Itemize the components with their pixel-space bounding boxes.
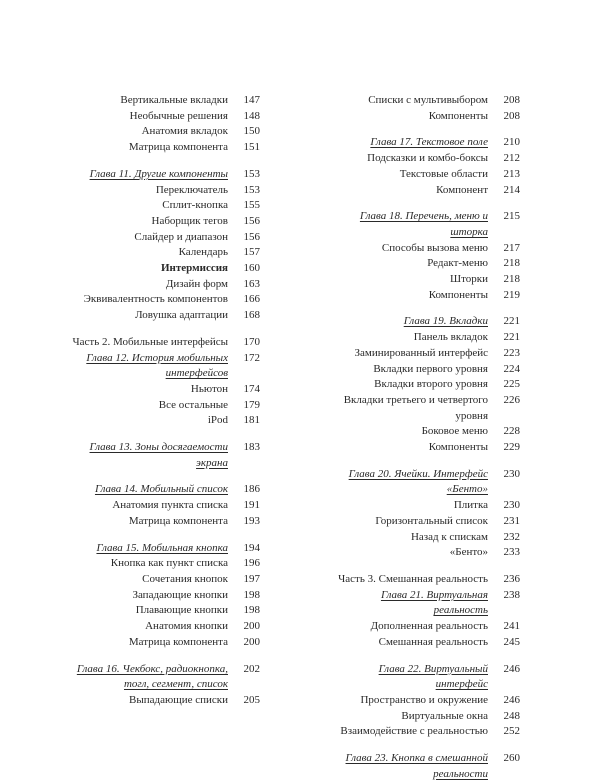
toc-entry-section[interactable] (70, 109, 260, 125)
toc-entry-page-number: 252 (503, 725, 520, 738)
toc-entry-page-number: 214 (503, 183, 520, 196)
toc-entry-title: Глава 18. Перечень, меню и шторка (359, 210, 488, 238)
toc-entry-page-number: 194 (243, 541, 260, 554)
toc-entry-page-number: 196 (243, 557, 260, 570)
toc-entry-title: Панель вкладок (413, 331, 488, 344)
toc-entry-page-number: 153 (243, 167, 260, 180)
toc-entry-title: Заминированный интерфейс (354, 346, 488, 359)
toc-entry-page-number: 246 (503, 662, 520, 675)
toc-entry-title: «Бенто» (449, 546, 488, 559)
toc-entry-page-number: 151 (243, 141, 260, 154)
toc-entry-section[interactable] (330, 709, 520, 725)
toc-entry-chapter[interactable] (330, 467, 520, 498)
toc-entry-section[interactable] (330, 393, 520, 424)
toc-entry-page-number: 226 (503, 393, 520, 406)
toc-entry-page-number: 200 (243, 620, 260, 633)
toc-entry-chapter[interactable] (70, 541, 260, 557)
toc-entry-page-number: 153 (243, 183, 260, 196)
toc-entry-section[interactable] (330, 151, 520, 167)
toc-entry-title: Необычные решения (129, 109, 228, 122)
toc-entry-page-number: 246 (503, 693, 520, 706)
toc-gap (70, 471, 260, 482)
toc-entry-chapter[interactable] (70, 482, 260, 498)
toc-entry-section[interactable] (330, 530, 520, 546)
toc-entry-page-number: 166 (243, 293, 260, 306)
toc-entry-title: Глава 22. Виртуальный интерфейс (378, 662, 488, 691)
toc-entry-chapter[interactable] (70, 662, 260, 693)
toc-entry-page-number: 205 (243, 693, 260, 706)
toc-entry-section[interactable] (330, 635, 520, 651)
toc-entry-section[interactable] (330, 241, 520, 257)
toc-entry-title: Глава 14. Мобильный список (94, 483, 228, 496)
toc-entry-title: Вкладки третьего и четвертого уровня (343, 393, 488, 422)
toc-gap (330, 740, 520, 751)
toc-entry-page-number: 230 (503, 499, 520, 512)
toc-entry-title: Все остальные (158, 398, 228, 411)
toc-entry-chapter[interactable] (330, 209, 520, 240)
toc-entry-title: Пространство и окружение (360, 693, 488, 706)
toc-entry-title: Глава 21. Виртуальная реальность (380, 588, 488, 617)
toc-entry-section[interactable] (330, 288, 520, 304)
toc-entry-title: Выпадающие списки (129, 693, 228, 706)
toc-entry-page-number: 147 (243, 94, 260, 106)
toc-entry-page-number: 156 (243, 230, 260, 243)
toc-entry-page-number: 186 (243, 483, 260, 496)
toc-entry-page-number: 230 (503, 467, 520, 480)
toc-entry-page-number: 260 (503, 752, 520, 765)
toc-entry-page-number: 148 (243, 109, 260, 122)
toc-entry-title: Ловушка адаптации (135, 309, 228, 322)
toc-entry-title: Матрица компонента (128, 141, 228, 154)
toc-entry-page-number: 208 (503, 109, 520, 122)
toc-entry-title: Ньютон (190, 382, 228, 395)
toc-entry-title: Дизайн форм (165, 277, 228, 290)
toc-entry-title: Эквивалентность компонентов (83, 293, 228, 306)
toc-entry-section[interactable] (330, 346, 520, 362)
toc-gap (330, 561, 520, 572)
toc-entry-section[interactable] (70, 556, 260, 572)
toc-entry-title: Компоненты (428, 441, 488, 454)
toc-entry-page-number: 248 (503, 709, 520, 722)
toc-entry-page-number: 212 (503, 152, 520, 165)
toc-entry-title: Глава 16. Чекбокс, радиокнопка, тогл, сегмент, список (76, 662, 228, 691)
toc-entry-section[interactable] (70, 277, 260, 293)
toc-entry-page-number: 233 (503, 546, 520, 559)
toc-entry-title: Компоненты (428, 109, 488, 122)
toc-entry-title: Матрица компонента (128, 514, 228, 527)
toc-entry-page-number: 238 (503, 588, 520, 601)
toc-entry-page-number: 219 (503, 288, 520, 301)
toc-entry-title: Сплит-кнопка (162, 199, 228, 212)
toc-entry-title: Глава 20. Ячейки. Интерфейс «Бенто» (348, 467, 488, 496)
toc-entry-section[interactable] (70, 498, 260, 514)
toc-entry-section[interactable] (330, 272, 520, 288)
toc-entry-title: Глава 19. Вкладки (403, 315, 488, 328)
toc-entry-page-number: 181 (243, 414, 260, 427)
toc-entry-title: Смешанная реальность (378, 635, 488, 648)
toc-entry-title: Глава 23. Кнопка в смешанной реальности (345, 752, 488, 780)
toc-entry-section[interactable] (70, 198, 260, 214)
toc-entry-section[interactable] (330, 424, 520, 440)
toc-entry-section[interactable] (330, 183, 520, 199)
toc-entry-page-number: 179 (243, 398, 260, 411)
toc-entry-page-number: 229 (503, 441, 520, 454)
toc-entry-chapter[interactable] (330, 135, 520, 151)
toc-entry-page-number: 213 (503, 167, 520, 180)
toc-entry-section[interactable] (70, 124, 260, 140)
toc-entry-title: Текстовые области (399, 167, 488, 180)
toc-entry-page-number: 245 (503, 635, 520, 648)
toc-entry-title: Шторки (450, 273, 488, 286)
toc-entry-title: Горизонтальный список (375, 514, 488, 527)
toc-entry-section[interactable] (70, 93, 260, 109)
toc-entry-title: Глава 12. История мобильных интерфейсов (86, 351, 228, 380)
toc-entry-section[interactable] (330, 619, 520, 635)
toc-entry-title: Наборщик тегов (151, 214, 228, 227)
toc-entry-title: Глава 11. Другие компоненты (89, 167, 228, 180)
toc-entry-section[interactable] (70, 398, 260, 414)
toc-entry-title: Редакт-меню (427, 257, 488, 270)
toc-entry-page-number: 215 (503, 210, 520, 223)
toc-entry-section[interactable] (70, 588, 260, 604)
toc-entry-page-number: 172 (243, 351, 260, 364)
toc-entry-page-number: 168 (243, 309, 260, 322)
toc-entry-title: Виртуальные окна (401, 709, 488, 722)
toc-entry-page-number: 197 (243, 572, 260, 585)
toc-entry-title: Списки с мультивыбором (368, 94, 488, 106)
toc-entry-title: Часть 2. Мобильные интерфейсы (72, 335, 228, 348)
toc-entry-page-number: 221 (503, 315, 520, 328)
toc-entry-page-number: 218 (503, 257, 520, 270)
toc-entry-section[interactable] (330, 109, 520, 125)
toc-entry-title: Глава 13. Зоны досягаемости экрана (89, 441, 228, 469)
toc-entry-title: Матрица компонента (128, 635, 228, 648)
toc-entry-section[interactable] (70, 183, 260, 199)
toc-entry-title: Западающие кнопки (132, 588, 228, 601)
toc-entry-page-number: 174 (243, 382, 260, 395)
toc-entry-section[interactable] (70, 693, 260, 709)
toc-entry-page-number: 157 (243, 246, 260, 259)
toc-entry-section[interactable] (330, 93, 520, 109)
toc-entry-section[interactable] (70, 413, 260, 429)
toc-entry-page-number: 198 (243, 604, 260, 617)
toc-entry-chapter[interactable] (70, 351, 260, 382)
toc-entry-section[interactable] (330, 545, 520, 561)
toc-entry-page-number: 193 (243, 514, 260, 527)
toc-entry-page-number: 183 (243, 441, 260, 454)
toc-entry-page-number: 150 (243, 125, 260, 138)
toc-entry-chapter[interactable] (330, 751, 520, 782)
toc-entry-title: Глава 17. Текстовое поле (370, 136, 488, 149)
toc-entry-title: Компонент (436, 183, 488, 196)
toc-entry-page-number: 224 (503, 362, 520, 375)
toc-entry-page-number: 225 (503, 378, 520, 391)
toc-entry-title: Интермиссия (160, 262, 228, 275)
toc-entry-title: Назад к спискам (410, 530, 488, 543)
toc-gap (330, 198, 520, 209)
toc-entry-section[interactable] (330, 377, 520, 393)
toc-entry-title: Вкладки первого уровня (373, 362, 488, 375)
toc-entry-section[interactable] (70, 140, 260, 156)
toc-entry-page-number: 218 (503, 273, 520, 286)
toc-entry-section[interactable] (70, 308, 260, 324)
toc-entry-page-number: 200 (243, 635, 260, 648)
toc-entry-title: Вертикальные вкладки (120, 94, 228, 106)
toc-entry-chapter[interactable] (330, 314, 520, 330)
toc-entry-page-number: 170 (243, 335, 260, 348)
toc-entry-page-number: 221 (503, 331, 520, 344)
toc-entry-section[interactable] (330, 724, 520, 740)
toc-entry-page-number: 210 (503, 136, 520, 149)
toc-entry-section[interactable] (330, 514, 520, 530)
toc-entry-section[interactable] (70, 619, 260, 635)
toc-entry-page-number: 223 (503, 346, 520, 359)
toc-entry-section[interactable] (330, 256, 520, 272)
toc-entry-page-number: 198 (243, 588, 260, 601)
toc-entry-page-number: 228 (503, 425, 520, 438)
toc-gap (330, 303, 520, 314)
toc-entry-title: Слайдер и диапазон (134, 230, 228, 243)
toc-entry-page-number: 155 (243, 199, 260, 212)
toc-entry-section[interactable] (330, 693, 520, 709)
toc-gap (70, 156, 260, 167)
toc-gap (70, 530, 260, 541)
toc-entry-section[interactable] (70, 245, 260, 261)
toc-entry-title: Плавающие кнопки (135, 604, 228, 617)
toc-entry-page-number: 208 (503, 94, 520, 106)
toc-entry-section[interactable] (70, 382, 260, 398)
toc-entry-page-number: 156 (243, 214, 260, 227)
toc-entry-title: iPod (207, 414, 228, 427)
toc-entry-title: Способы вызова меню (381, 241, 488, 254)
toc-gap (70, 651, 260, 662)
toc-entry-title: Компоненты (428, 288, 488, 301)
toc-gap (330, 124, 520, 135)
toc-entry-section[interactable] (70, 230, 260, 246)
toc-entry-title: Календарь (178, 246, 228, 259)
toc-entry-section[interactable] (330, 330, 520, 346)
toc-entry-page-number: 160 (243, 262, 260, 275)
toc-entry-chapter[interactable] (70, 440, 260, 471)
toc-entry-page-number: 191 (243, 499, 260, 512)
toc-entry-section[interactable] (330, 362, 520, 378)
toc-entry-title: Дополненная реальность (370, 620, 488, 633)
toc-entry-section[interactable] (70, 292, 260, 308)
toc-entry-page-number: 217 (503, 241, 520, 254)
toc-entry-title: Глава 15. Мобильная кнопка (96, 541, 228, 554)
toc-entry-title: Кнопка как пункт списка (110, 557, 228, 570)
toc-entry-part[interactable] (330, 572, 520, 588)
toc-entry-chapter[interactable] (330, 588, 520, 619)
toc-entry-title: Переключатель (155, 183, 228, 196)
toc-entry-section[interactable] (70, 514, 260, 530)
toc-entry-section[interactable] (70, 214, 260, 230)
toc-entry-title: Боковое меню (421, 425, 488, 438)
toc-entry-title: Анатомия кнопки (145, 620, 228, 633)
toc-gap (330, 456, 520, 467)
toc-entry-page-number: 163 (243, 277, 260, 290)
toc-right-column (330, 93, 520, 782)
toc-entry-section[interactable] (70, 635, 260, 651)
toc-entry-part[interactable] (70, 335, 260, 351)
toc-left-column (70, 93, 260, 709)
toc-entry-section[interactable] (70, 572, 260, 588)
toc-entry-chapter[interactable] (330, 662, 520, 693)
toc-entry-page-number: 241 (503, 620, 520, 633)
toc-gap (70, 324, 260, 335)
toc-entry-title: Плитка (453, 499, 488, 512)
toc-entry-page-number: 232 (503, 530, 520, 543)
toc-entry-title: Часть 3. Смешанная реальность (338, 572, 488, 585)
toc-entry-title: Сочетания кнопок (142, 572, 228, 585)
toc-entry-title: Вкладки второго уровня (374, 378, 488, 391)
toc-entry-title: Взаимодействие с реальностью (340, 725, 488, 738)
toc-entry-title: Подсказки и комбо-боксы (367, 152, 488, 165)
toc-entry-page-number: 236 (503, 572, 520, 585)
toc-gap (70, 429, 260, 440)
toc-entry-section[interactable] (330, 440, 520, 456)
toc-entry-bold[interactable] (70, 261, 260, 277)
toc-entry-section[interactable] (70, 603, 260, 619)
toc-entry-chapter[interactable] (70, 167, 260, 183)
toc-entry-section[interactable] (330, 167, 520, 183)
toc-entry-page-number: 231 (503, 514, 520, 527)
toc-entry-section[interactable] (330, 498, 520, 514)
toc-entry-title: Анатомия пункта списка (112, 499, 228, 512)
toc-entry-title: Анатомия вкладок (141, 125, 228, 138)
toc-gap (330, 651, 520, 662)
toc-entry-page-number: 202 (243, 662, 260, 675)
